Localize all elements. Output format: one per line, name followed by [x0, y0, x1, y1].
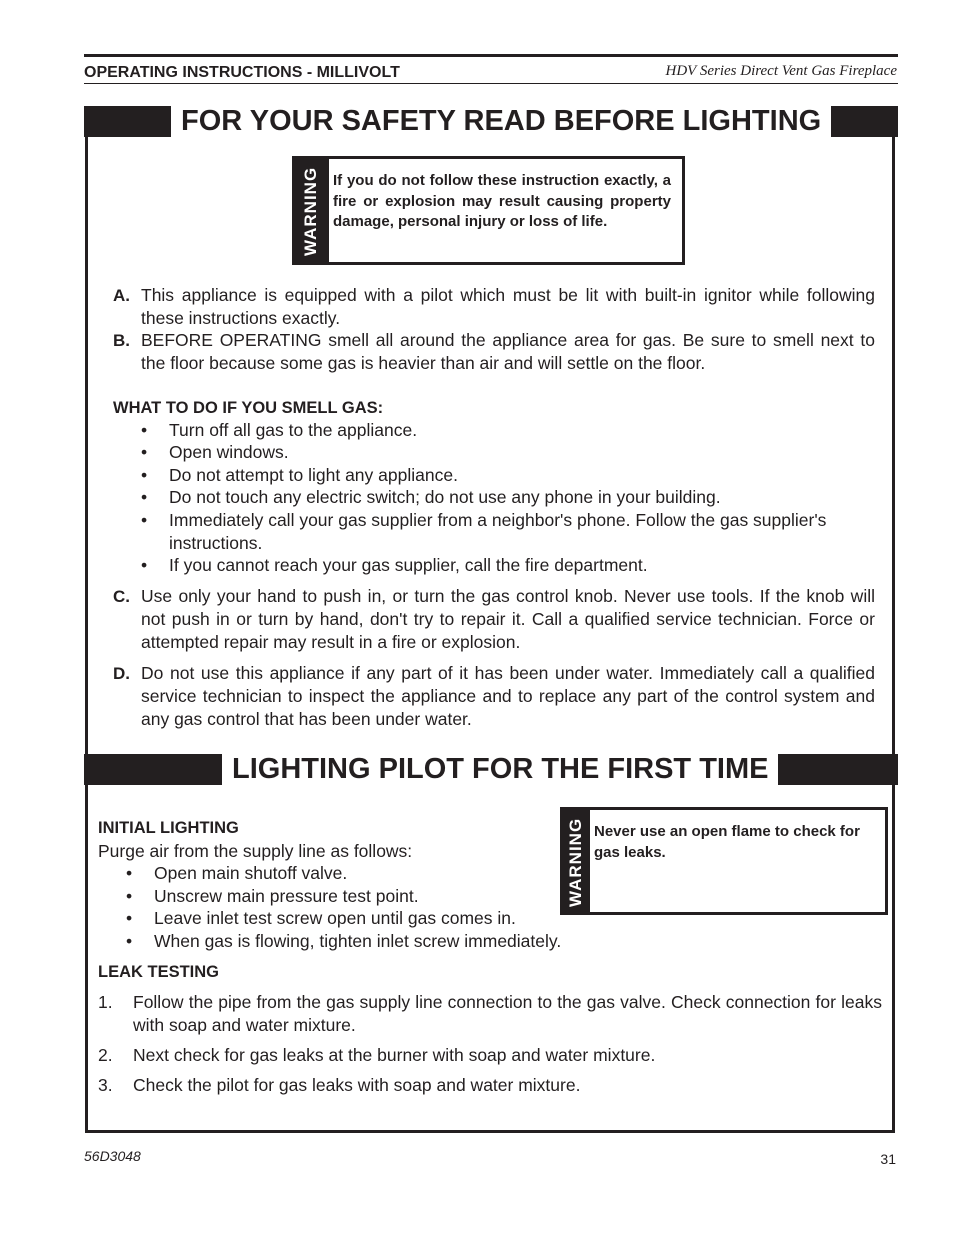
item-text: BEFORE OPERATING smell all around the appliance area for gas. Be sure to smell next to the floor because some gas is heavier than air and will settle on the floor.	[141, 330, 875, 373]
item-letter: A.	[113, 286, 130, 305]
item-letter: B.	[113, 331, 130, 350]
safety-heading: FOR YOUR SAFETY READ BEFORE LIGHTING	[171, 102, 831, 141]
step-number: 1.	[98, 992, 113, 1012]
leak-warning-box	[560, 807, 888, 915]
bullet-dot: •	[141, 442, 148, 462]
bullet-dot: •	[141, 420, 148, 440]
list-item-text: When gas is flowing, tighten inlet screw immediately.	[154, 931, 562, 951]
item-text: Do not use this appliance if any part of it has been under water. Immediately call a qualified service technician to inspect the appliance and to replace any part of the control system and any gas control that has been under water.	[141, 663, 875, 729]
list-item-text: Open main shutoff valve.	[154, 863, 348, 883]
step-text: Check the pilot for gas leaks with soap and water mixture.	[133, 1075, 581, 1095]
list-item-text: Leave inlet test screw open until gas comes in.	[154, 908, 516, 928]
bullet-dot: •	[141, 555, 148, 575]
safety-warning-text: If you do not follow these instruction exactly, a fire or explosion may result causing property damage, personal injury or loss of life.	[333, 172, 671, 230]
list-item-text: Do not attempt to light any appliance.	[169, 465, 458, 485]
item-text: Use only your hand to push in, or turn the gas control knob. Never use tools. If the knob will not push in or turn by hand, don't try to repair it. Call a qualified service technician. Force or attempted repair may result in a fire or explosion.	[141, 586, 875, 652]
list-item-text: If you cannot reach your gas supplier, call the fire department.	[169, 555, 648, 575]
step-number: 2.	[98, 1045, 113, 1065]
item-letter: D.	[113, 664, 130, 683]
product-title: HDV Series Direct Vent Gas Fireplace	[665, 63, 897, 79]
step-number: 3.	[98, 1075, 113, 1095]
warning-tab	[295, 159, 329, 262]
smell-gas-heading: WHAT TO DO IF YOU SMELL GAS:	[113, 399, 384, 417]
list-item-text: Immediately call your gas supplier from a neighbor's phone. Follow the gas supplier's instructions.	[169, 510, 827, 553]
page-number: 31	[880, 1151, 896, 1167]
item-text: This appliance is equipped with a pilot which must be lit with built-in ignitor while following these instructions exactly.	[141, 285, 875, 328]
step-text: Follow the pipe from the gas supply line connection to the gas valve. Check connection for leaks with soap and water mixture.	[133, 992, 882, 1035]
list-item-text: Turn off all gas to the appliance.	[169, 420, 418, 440]
header-rule	[84, 83, 898, 84]
leak-warning-text: Never use an open flame to check for gas leaks.	[594, 823, 860, 861]
pilot-heading: LIGHTING PILOT FOR THE FIRST TIME	[222, 750, 778, 789]
leak-testing-heading: LEAK TESTING	[98, 963, 220, 981]
item-letter: C.	[113, 587, 130, 606]
bullet-dot: •	[141, 510, 148, 530]
list-item-text: Open windows.	[169, 442, 289, 462]
bullet-dot: •	[126, 886, 133, 906]
bullet-dot: •	[126, 931, 133, 951]
list-item-text: Do not touch any electric switch; do not use any phone in your building.	[169, 487, 721, 507]
safety-warning-box	[292, 156, 685, 265]
list-item-text: Unscrew main pressure test point.	[154, 886, 419, 906]
bullet-dot: •	[126, 863, 133, 883]
initial-lighting-intro: Purge air from the supply line as follows:	[98, 841, 413, 861]
header-top-rule	[84, 54, 898, 57]
bullet-dot: •	[141, 465, 148, 485]
initial-lighting-heading: INITIAL LIGHTING	[98, 819, 239, 837]
pilot-banner	[84, 754, 898, 785]
bullet-dot: •	[141, 487, 148, 507]
warning-tab	[563, 810, 590, 912]
section-title: OPERATING INSTRUCTIONS - MILLIVOLT	[84, 64, 400, 81]
step-text: Next check for gas leaks at the burner with soap and water mixture.	[133, 1045, 656, 1065]
document-number: 56D3048	[84, 1148, 141, 1164]
bullet-dot: •	[126, 908, 133, 928]
warning-label: WARNING	[301, 166, 320, 256]
safety-banner	[84, 106, 898, 137]
warning-label: WARNING	[566, 817, 585, 907]
